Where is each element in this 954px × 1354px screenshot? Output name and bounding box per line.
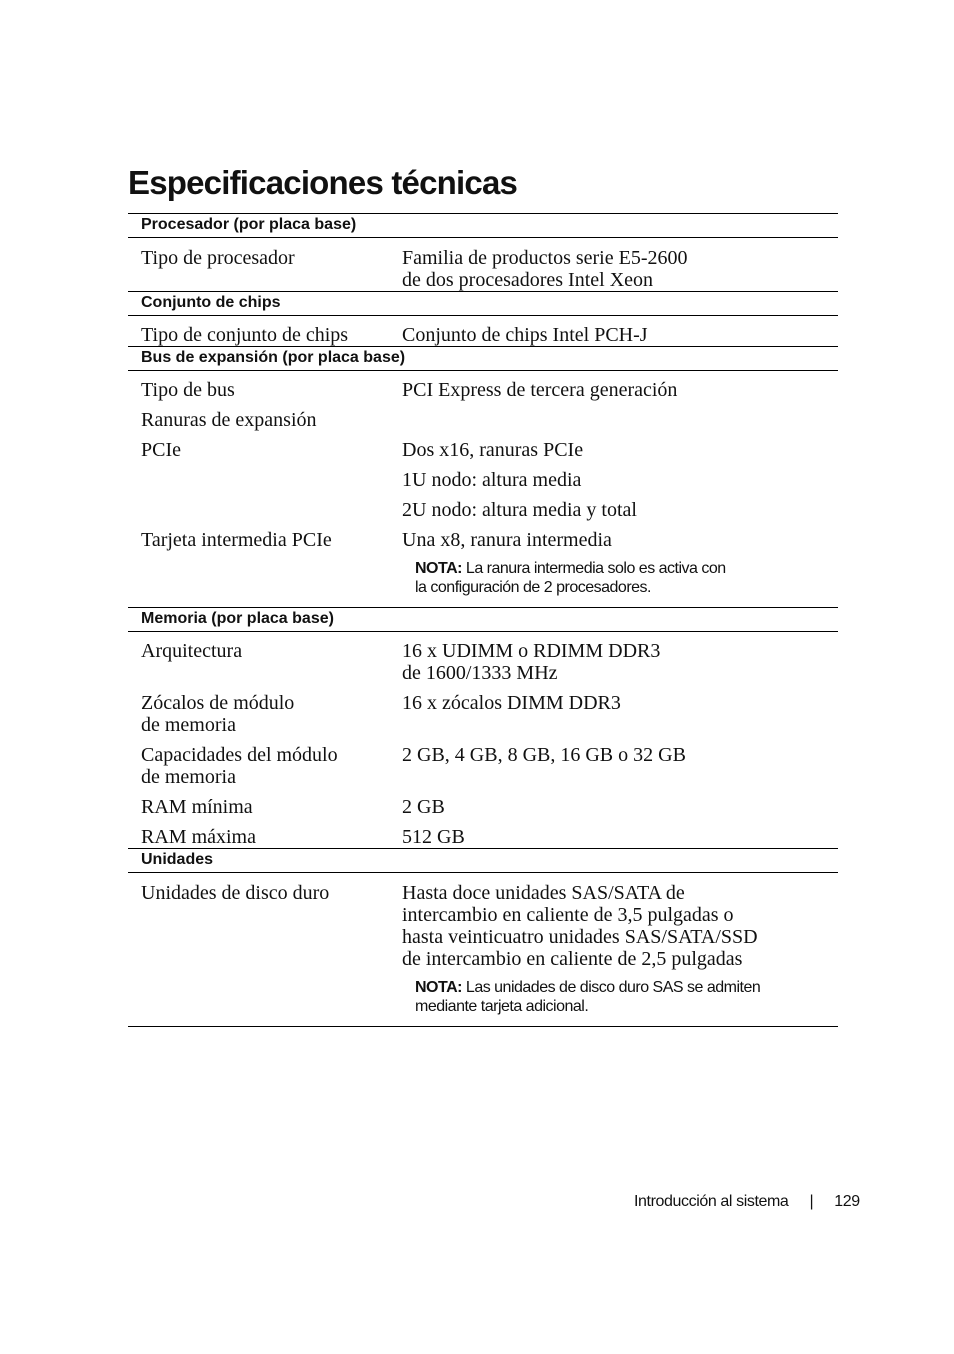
spec-label: PCIe: [141, 439, 181, 461]
spec-row: [128, 499, 838, 521]
spec-label: Arquitectura: [141, 640, 243, 662]
spec-row: [128, 247, 838, 291]
spec-label: Ranuras de expansión: [141, 409, 317, 431]
spec-value: Familia de productos serie E5-2600 de dos procesadores Intel Xeon: [402, 247, 688, 291]
spec-value: Dos x16, ranuras PCIe: [402, 439, 584, 461]
spec-row: [128, 439, 838, 461]
spec-label: Tipo de conjunto de chips: [141, 324, 349, 346]
note-text: [415, 978, 838, 1016]
spec-row: [128, 469, 838, 491]
footer-separator: |: [809, 1193, 814, 1210]
spec-value: Una x8, ranura intermedia: [402, 529, 612, 551]
section-heading: Procesador (por placa base): [128, 213, 838, 238]
spec-label: Tarjeta intermedia PCIe: [141, 529, 332, 551]
spec-row: [128, 692, 838, 736]
spec-value: PCI Express de tercera generación: [402, 379, 678, 401]
section-heading: Memoria (por placa base): [128, 607, 838, 632]
spec-label: RAM mínima: [141, 796, 253, 818]
spec-value: Conjunto de chips Intel PCH-J: [402, 324, 648, 346]
section-heading: Conjunto de chips: [128, 291, 838, 316]
spec-row: [128, 882, 838, 970]
section-body: [128, 632, 838, 848]
section-heading: Unidades: [128, 848, 838, 873]
page-number: 129: [834, 1193, 860, 1210]
spec-label: Capacidades del módulo de memoria: [141, 744, 338, 788]
spec-value: 2 GB, 4 GB, 8 GB, 16 GB o 32 GB: [402, 744, 686, 766]
note-label: NOTA:: [415, 560, 462, 577]
spec-value: [402, 409, 838, 431]
spec-label: Tipo de bus: [141, 379, 235, 401]
spec-label: [128, 499, 402, 521]
spec-label: RAM máxima: [141, 826, 256, 848]
note-text: [415, 559, 838, 597]
note-label: NOTA:: [415, 979, 462, 996]
page-title: Especificaciones técnicas: [128, 164, 518, 201]
spec-table: [128, 213, 838, 1027]
spec-label: Unidades de disco duro: [141, 882, 330, 904]
spec-value: Hasta doce unidades SAS/SATA de intercambio en caliente de 3,5 pulgadas o hasta veinticuatro unidades SAS/SATA/SSD de intercambio en caliente de 2,5 pulgadas: [402, 882, 758, 970]
spec-value: 512 GB: [402, 826, 465, 848]
section-body: [128, 371, 838, 607]
section-body: [128, 316, 838, 346]
spec-row: [128, 379, 838, 401]
spec-row: [128, 529, 838, 551]
spec-value: 16 x UDIMM o RDIMM DDR3 de 1600/1333 MHz: [402, 640, 661, 684]
spec-label: Zócalos de módulo de memoria: [141, 692, 295, 736]
spec-row: [128, 324, 838, 346]
section-body: [128, 238, 838, 291]
spec-value: 1U nodo: altura media: [402, 469, 582, 491]
spec-row: [128, 409, 838, 431]
spec-label: Tipo de procesador: [141, 247, 295, 269]
section-heading: Bus de expansión (por placa base): [128, 346, 838, 371]
spec-label: [128, 469, 402, 491]
spec-row: [128, 744, 838, 788]
note-body: Las unidades de disco duro SAS se admiten mediante tarjeta adicional.: [415, 979, 761, 1015]
table-end-rule: [128, 1026, 838, 1027]
spec-value: 16 x zócalos DIMM DDR3: [402, 692, 621, 714]
note-body: La ranura intermedia solo es activa con la configuración de 2 procesadores.: [415, 560, 726, 596]
spec-value: 2U nodo: altura media y total: [402, 499, 637, 521]
footer-section-title: Introducción al sistema: [634, 1193, 789, 1210]
spec-value: 2 GB: [402, 796, 445, 818]
spec-row: [128, 640, 838, 684]
section-body: [128, 873, 838, 1026]
spec-row: [128, 826, 838, 848]
page-footer: [634, 1193, 860, 1211]
spec-row: [128, 796, 838, 818]
